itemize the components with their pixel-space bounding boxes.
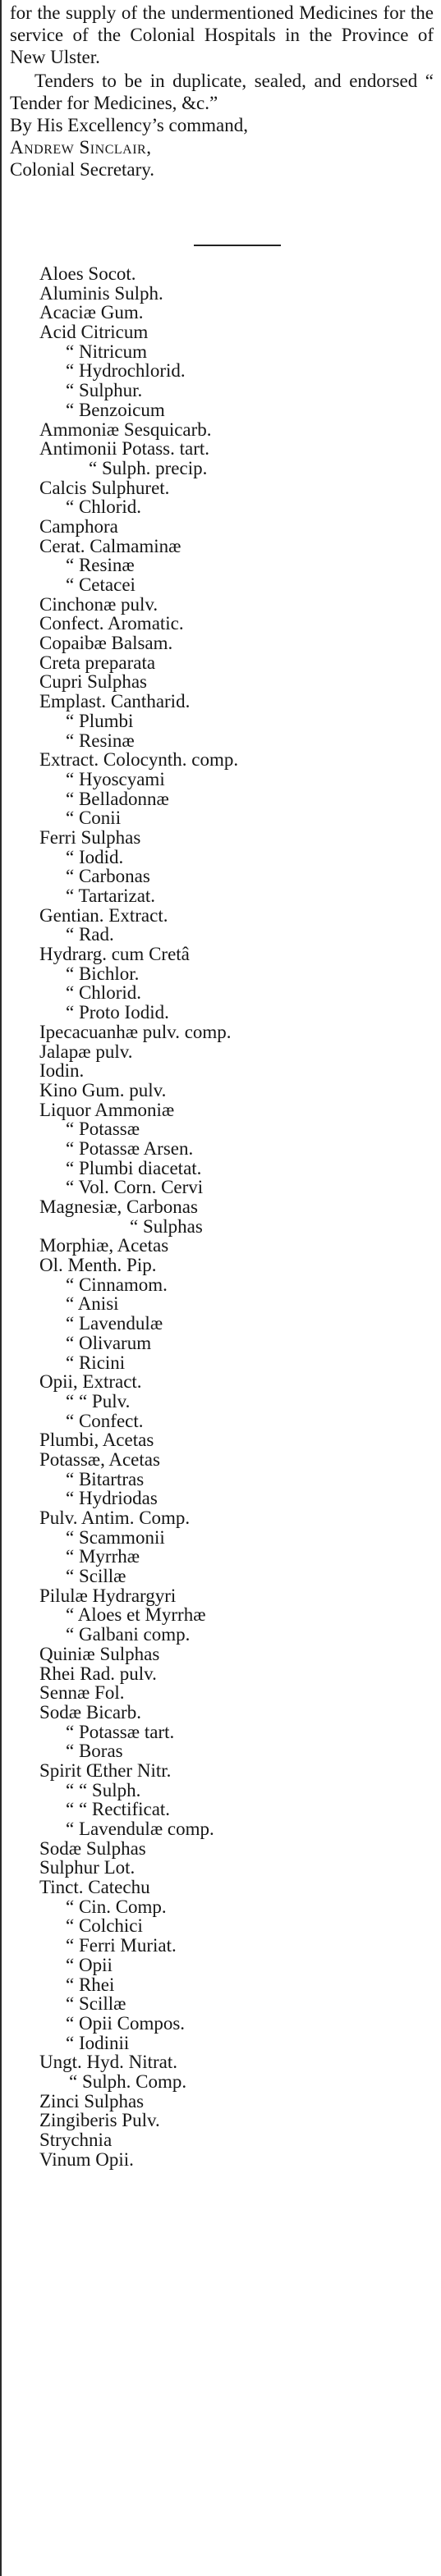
medicine-name: “ Nitricum (66, 341, 147, 362)
medicine-name: “ Rhei (66, 1974, 115, 1995)
medicine-item (0, 1372, 441, 1392)
medicine-item (0, 478, 441, 498)
medicine-item (0, 1664, 441, 1684)
intro-paragraph-2: Tenders to be in duplicate, sealed, and endorsed “ Tender for Medicines, &c.” (10, 71, 434, 113)
medicine-name: Sodæ Bicarb. (39, 1701, 141, 1723)
medicine-item (0, 497, 441, 517)
medicine-item (0, 1178, 441, 1197)
intro-paragraph-1: for the supply of the undermentioned Medicines for the service of the Colonial Hospitals in the Province of New Ulster. (10, 2, 434, 67)
medicine-item (0, 517, 441, 537)
medicine-name: “ Cin. Comp. (66, 1896, 167, 1917)
medicine-name: Spirit Œther Nitr. (39, 1759, 172, 1781)
medicine-name: Acaciæ Gum. (39, 302, 144, 323)
medicine-item (0, 789, 441, 809)
medicine-name: “ Sulphur. (66, 380, 143, 401)
medicine-name: Hydrarg. cum Cretâ (39, 944, 190, 965)
medicine-name: Plumbi, Acetas (39, 1430, 154, 1451)
medicine-item (0, 1159, 441, 1178)
medicine-item (0, 1741, 441, 1761)
medicine-name: Extract. Colocynth. comp. (39, 749, 239, 771)
medicine-item (0, 1528, 441, 1548)
medicine-item (0, 634, 441, 653)
medicine-name: Creta preparata (39, 652, 156, 673)
notice-intro (10, 2, 434, 181)
medicine-item (0, 2150, 441, 2170)
medicine-name: Ammoniæ Sesquicarb. (39, 419, 212, 440)
medicine-name: Morphiæ, Acetas (39, 1235, 169, 1256)
medicine-name: “ Ricini (66, 1352, 126, 1373)
medicine-item (0, 2052, 441, 2072)
medicine-name: Pilulæ Hydrargyri (39, 1585, 177, 1606)
medicine-item (0, 381, 441, 400)
medicine-item (0, 848, 441, 867)
medicine-item (0, 1392, 441, 1412)
medicine-name: Kino Gum. pulv. (39, 1079, 167, 1100)
medicine-name: “ Hyoscyami (66, 768, 165, 789)
medicine-item (0, 2130, 441, 2150)
medicine-item (0, 1023, 441, 1042)
medicine-name: “ Iodid. (66, 846, 124, 867)
medicine-name: Ungt. Hyd. Nitrat. (39, 2052, 178, 2073)
signatory-title: Colonial Secretary. (10, 159, 155, 180)
medicine-name: “ Opii (66, 1954, 113, 1975)
medicine-item (0, 2034, 441, 2053)
medicine-name: “ Rad. (66, 924, 114, 945)
medicine-name: “ Ferri Muriat. (66, 1935, 177, 1956)
medicine-name: “ Cetacei (66, 574, 136, 595)
medicine-name: Ipecacuanhæ pulv. comp. (39, 1021, 232, 1042)
medicine-name: “ Chlorid. (66, 982, 141, 1004)
medicine-name: Confect. Aromatic. (39, 613, 184, 634)
medicine-name: “ Belladonnæ (66, 788, 169, 809)
medicine-name: “ Tartarizat. (66, 885, 156, 906)
medicine-item (0, 575, 441, 595)
medicine-item (0, 1353, 441, 1373)
medicine-item (0, 1586, 441, 1606)
medicine-item (0, 1994, 441, 2014)
medicine-item (0, 614, 441, 634)
medicine-name: “ Galbani comp. (66, 1624, 191, 1645)
medicine-item (0, 1430, 441, 1450)
medicine-name: Sodæ Sulphas (39, 1837, 146, 1859)
medicine-item (0, 886, 441, 906)
medicine-item (0, 1236, 441, 1256)
medicine-item (0, 595, 441, 615)
medicine-name: Cerat. Calmaminæ (39, 535, 181, 556)
medicine-item (0, 1217, 441, 1237)
medicine-name: Opii, Extract. (39, 1371, 142, 1393)
medicine-name: “ Lavendulæ comp. (66, 1819, 214, 1839)
medicine-name: Emplast. Cantharid. (39, 691, 191, 712)
medicine-item (0, 420, 441, 440)
medicine-item (0, 1858, 441, 1878)
medicine-item (0, 867, 441, 886)
medicine-item (0, 808, 441, 828)
medicine-item (0, 1508, 441, 1528)
medicine-name: “ Anisi (66, 1293, 119, 1315)
medicine-item (0, 1956, 441, 1975)
medicine-name: Ol. Menth. Pip. (39, 1255, 157, 1276)
medicine-item (0, 672, 441, 692)
medicine-item (0, 925, 441, 945)
medicine-name: Magnesiæ, Carbonas (39, 1196, 198, 1217)
medicine-name: “ Sulph. Comp. (69, 2070, 187, 2092)
medicine-name: Tinct. Catechu (39, 1877, 150, 1898)
medicine-name: “ Plumbi diacetat. (66, 1157, 202, 1178)
medicine-name: Cupri Sulphas (39, 671, 147, 693)
medicine-item (0, 711, 441, 731)
medicine-item (0, 1334, 441, 1353)
medicine-item (0, 264, 441, 284)
medicine-name: “ Sulphas (130, 1215, 203, 1237)
medicine-item (0, 1197, 441, 1217)
medicine-item (0, 459, 441, 478)
medicine-name: “ Potassæ tart. (66, 1721, 175, 1742)
medicine-name: “ Sulph. precip. (89, 457, 208, 478)
medicine-item (0, 828, 441, 848)
medicine-item (0, 323, 441, 342)
medicine-item (0, 439, 441, 459)
medicine-name: Camphora (39, 515, 118, 537)
medicine-item (0, 1625, 441, 1645)
medicine-item (0, 1256, 441, 1275)
medicine-item (0, 692, 441, 711)
medicine-name: Zinci Sulphas (39, 2090, 145, 2112)
medicine-name: Acid Citricum (39, 322, 149, 343)
medicine-name: Vinum Opii. (39, 2148, 134, 2170)
medicine-list (0, 264, 441, 2169)
medicine-name: “ Plumbi (66, 710, 134, 731)
medicine-name: “ Boras (66, 1741, 123, 1762)
medicine-item (0, 1275, 441, 1295)
medicine-item (0, 1081, 441, 1100)
medicine-item (0, 400, 441, 420)
medicine-item (0, 1470, 441, 1489)
medicine-item (0, 945, 441, 964)
medicine-name: “ Chlorid. (66, 496, 141, 518)
medicine-item (0, 1314, 441, 1334)
medicine-item (0, 1645, 441, 1664)
medicine-name: Iodin. (39, 1060, 85, 1082)
medicine-item (0, 1042, 441, 1062)
medicine-item (0, 537, 441, 556)
medicine-item (0, 556, 441, 575)
medicine-item (0, 2111, 441, 2130)
medicine-name: “ Hydrochlorid. (66, 360, 186, 382)
medicine-item (0, 1897, 441, 1917)
medicine-item (0, 342, 441, 362)
section-divider (194, 245, 281, 246)
medicine-name: “ Opii Compos. (66, 2012, 186, 2034)
command-line: By His Excellency’s command, (10, 115, 248, 135)
medicine-name: “ Benzoicum (66, 399, 165, 420)
medicine-name: Calcis Sulphuret. (39, 477, 170, 498)
medicine-item (0, 1294, 441, 1314)
medicine-item (0, 1761, 441, 1781)
medicine-name: Sennæ Fol. (39, 1682, 125, 1704)
medicine-name: Sulphur Lot. (39, 1857, 136, 1878)
medicine-item (0, 2014, 441, 2034)
medicine-item (0, 1723, 441, 1742)
medicine-name: “ Lavendulæ (66, 1313, 163, 1334)
medicine-item (0, 653, 441, 673)
medicine-item (0, 1703, 441, 1723)
medicine-item (0, 906, 441, 926)
medicine-name: Ferri Sulphas (39, 826, 141, 848)
medicine-name: “ Scammonii (66, 1526, 165, 1548)
medicine-item (0, 303, 441, 323)
medicine-name: “ Vol. Corn. Cervi (66, 1177, 204, 1198)
medicine-name: Copaibæ Balsam. (39, 633, 173, 654)
medicine-item (0, 964, 441, 984)
medicine-item (0, 750, 441, 770)
signatory-name: Andrew Sinclair, (10, 137, 152, 158)
medicine-item (0, 1819, 441, 1839)
medicine-item (0, 1489, 441, 1508)
medicine-item (0, 1412, 441, 1431)
medicine-item (0, 1916, 441, 1936)
medicine-name: “ Resinæ (66, 730, 135, 751)
medicine-item (0, 1139, 441, 1159)
medicine-name: Liquor Ammoniæ (39, 1099, 175, 1120)
medicine-name: “ “ Rectificat. (66, 1799, 171, 1820)
medicine-item (0, 1878, 441, 1897)
medicine-name: “ Potassæ (66, 1119, 140, 1140)
medicine-item (0, 1547, 441, 1567)
medicine-item (0, 2092, 441, 2112)
medicine-name: “ Cinnamom. (66, 1274, 168, 1295)
medicine-name: Pulv. Antim. Comp. (39, 1508, 191, 1528)
medicine-name: “ Bitartras (66, 1468, 145, 1489)
medicine-name: “ Colchici (66, 1915, 143, 1937)
medicine-item (0, 1975, 441, 1995)
medicine-item (0, 1100, 441, 1120)
medicine-name: “ Scillæ (66, 1993, 126, 2015)
medicine-name: Jalapæ pulv. (39, 1041, 133, 1062)
medicine-item (0, 1839, 441, 1859)
medicine-name: “ “ Pulv. (66, 1390, 131, 1412)
medicine-item (0, 983, 441, 1003)
medicine-name: Potassæ, Acetas (39, 1448, 160, 1470)
medicine-item (0, 1605, 441, 1625)
medicine-name: Rhei Rad. pulv. (39, 1663, 157, 1684)
medicine-item (0, 1800, 441, 1819)
medicine-item (0, 1567, 441, 1586)
medicine-name: “ Aloes et Myrrhæ (66, 1604, 206, 1626)
medicine-name: “ Potassæ Arsen. (66, 1137, 194, 1159)
medicine-item (0, 361, 441, 381)
medicine-name: Aloes Socot. (39, 263, 136, 284)
medicine-name: Strychnia (39, 2130, 113, 2150)
medicine-item (0, 731, 441, 751)
medicine-item (0, 1683, 441, 1703)
medicine-name: “ Iodinii (66, 2032, 130, 2053)
medicine-item (0, 1936, 441, 1956)
medicine-item (0, 1450, 441, 1470)
medicine-item (0, 1061, 441, 1081)
medicine-name: Aluminis Sulph. (39, 282, 163, 304)
medicine-name: Quiniæ Sulphas (39, 1643, 160, 1664)
medicine-item (0, 1781, 441, 1800)
medicine-name: “ Bichlor. (66, 963, 140, 984)
medicine-item (0, 2072, 441, 2092)
medicine-item (0, 1119, 441, 1139)
medicine-name: “ Proto Iodid. (66, 1002, 169, 1023)
medicine-name: “ Conii (66, 808, 122, 829)
medicine-item (0, 770, 441, 789)
medicine-name: “ Myrrhæ (66, 1546, 140, 1567)
medicine-name: “ Carbonas (66, 866, 150, 887)
medicine-item (0, 1003, 441, 1023)
medicine-name: Antimonii Potass. tart. (39, 438, 209, 460)
medicine-name: “ Resinæ (66, 555, 135, 576)
medicine-name: Zingiberis Pulv. (39, 2110, 160, 2131)
medicine-name: “ “ Sulph. (66, 1779, 141, 1800)
medicine-name: Cinchonæ pulv. (39, 593, 158, 615)
medicine-name: “ Hydriodas (66, 1488, 158, 1509)
medicine-item (0, 284, 441, 304)
medicine-name: “ Scillæ (66, 1566, 126, 1587)
medicine-name: “ Olivarum (66, 1332, 152, 1353)
medicine-name: “ Confect. (66, 1410, 144, 1431)
medicine-name: Gentian. Extract. (39, 904, 168, 926)
